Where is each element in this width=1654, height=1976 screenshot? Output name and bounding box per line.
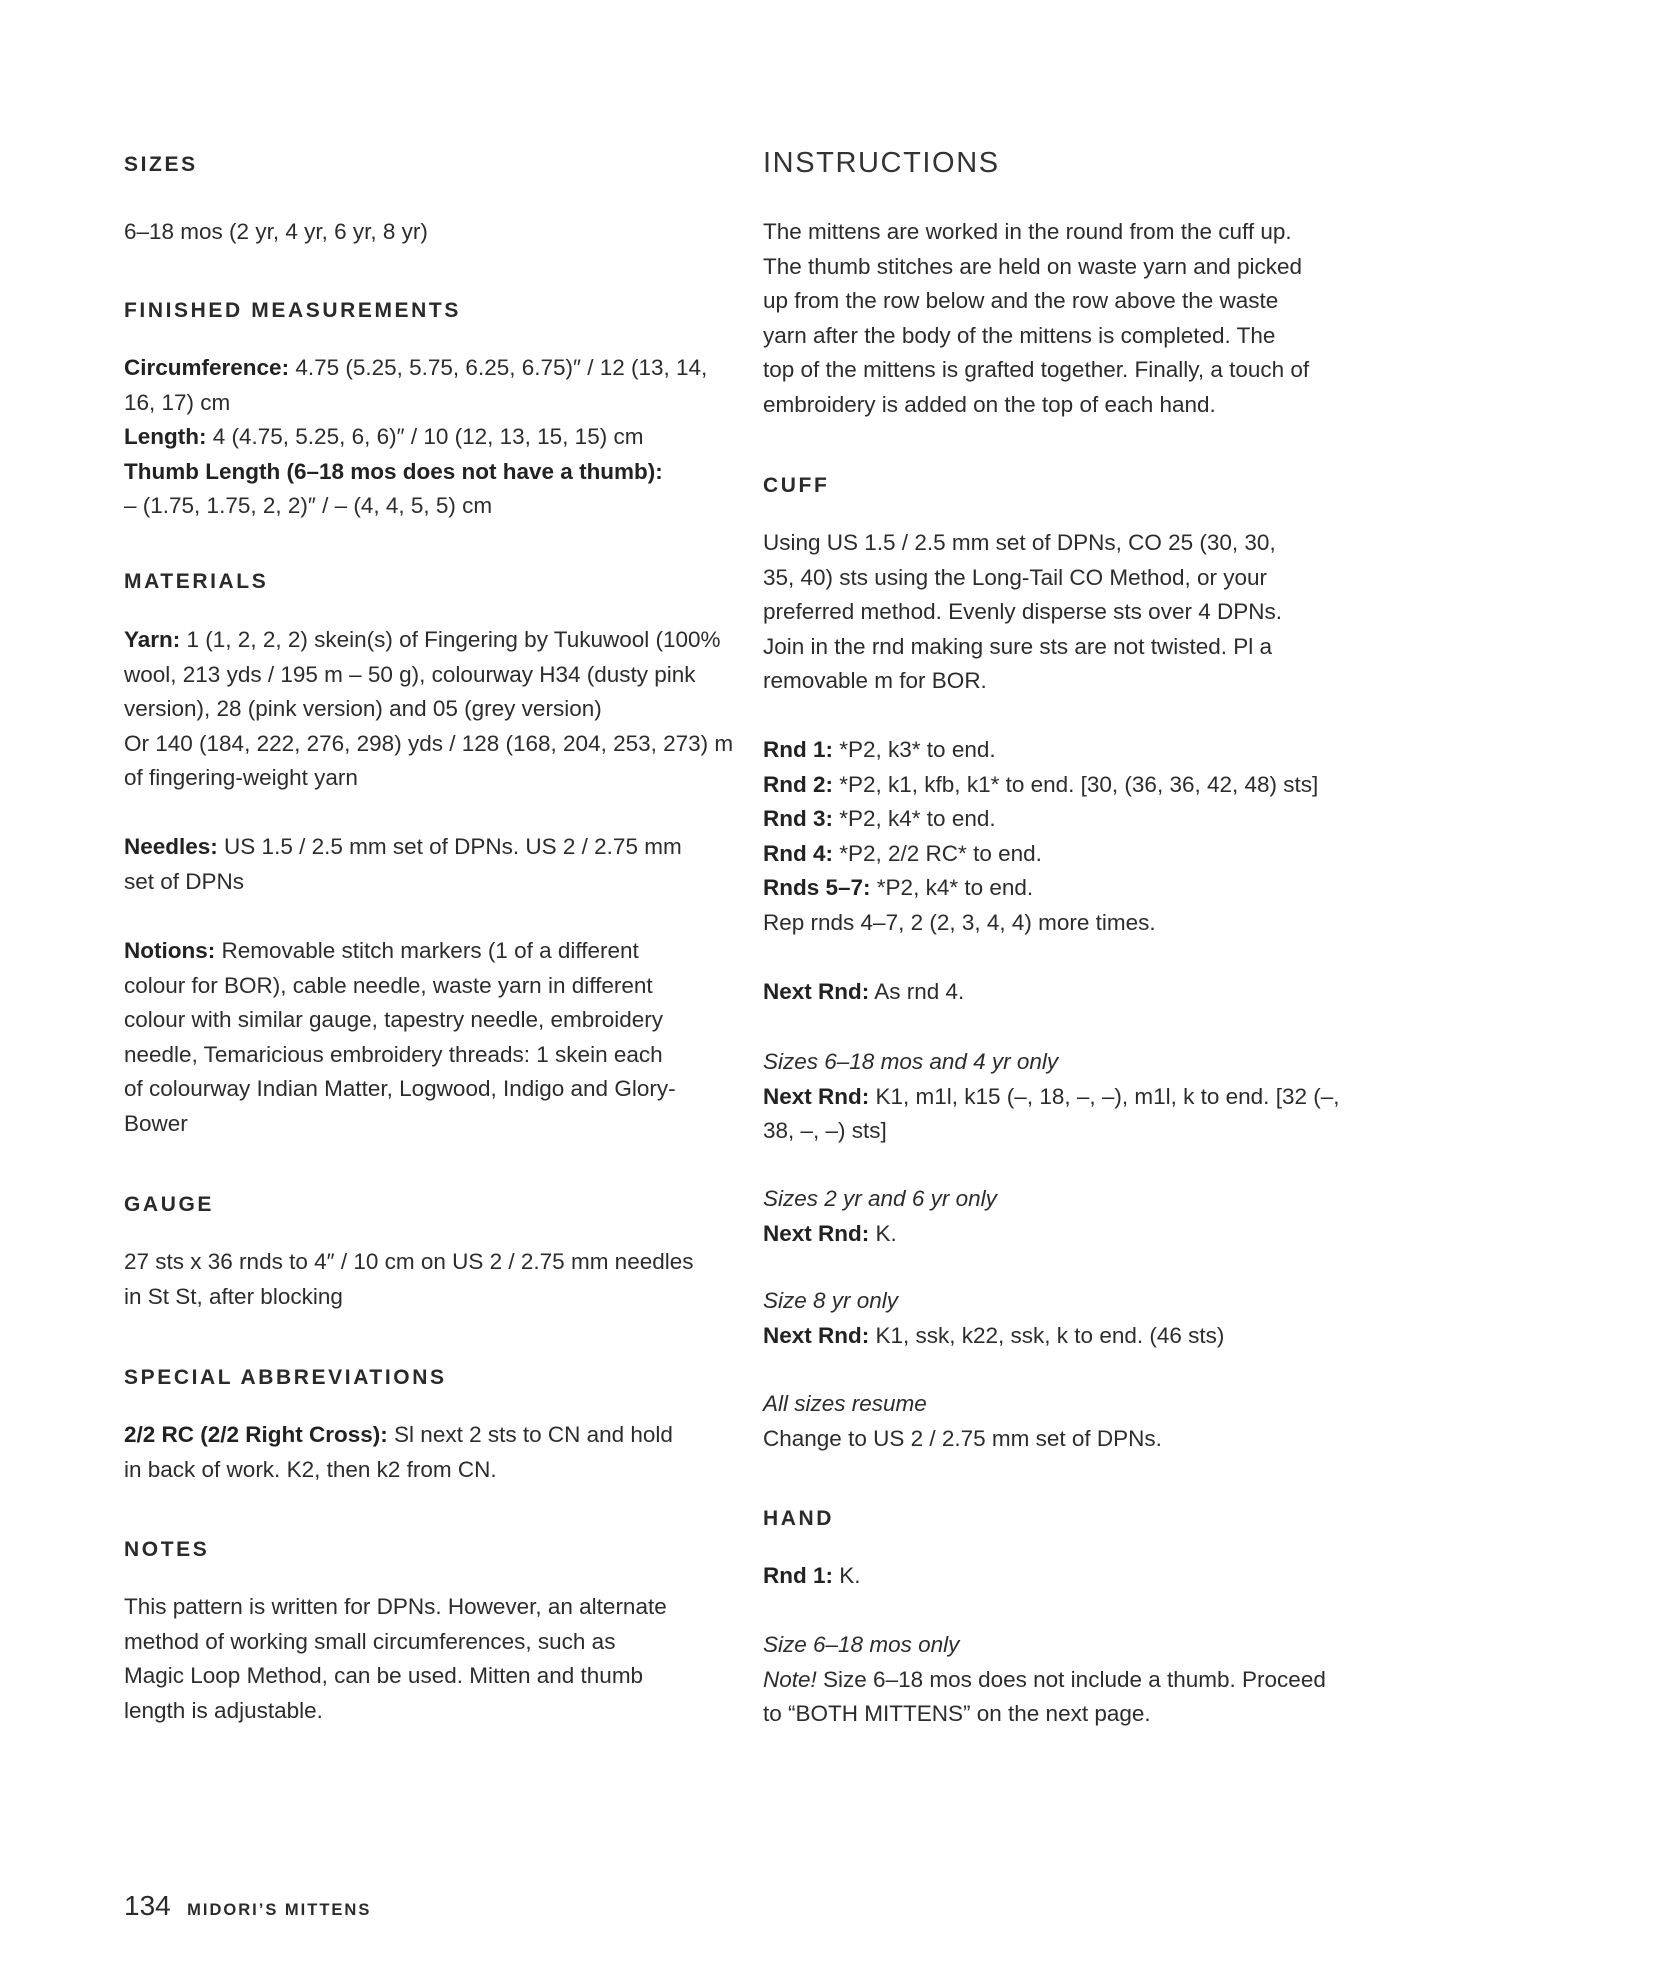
next-rnd: [763, 975, 964, 1010]
materials-needles: [124, 830, 682, 899]
abbreviation-line: in back of work. K2, then k2 from CN.: [124, 1456, 497, 1482]
finished-measurements-heading: FINISHED MEASUREMENTS: [124, 299, 461, 322]
rnd-label: Rnd 1:: [763, 1563, 833, 1588]
notions-line: colour with similar gauge, tapestry needle, embroidery: [124, 1007, 664, 1032]
rnd-label: Rnds 5–7:: [763, 875, 871, 900]
notes-line: This pattern is written for DPNs. However, an alternate: [124, 1594, 667, 1619]
sizes-c-block: [763, 1284, 1224, 1353]
next-rnd-label: Next Rnd:: [763, 979, 870, 1004]
gauge-line: in St St, after blocking: [124, 1283, 343, 1309]
next-rnd-label: Next Rnd:: [763, 1083, 870, 1109]
sizes-heading: SIZES: [124, 153, 198, 176]
hand-heading: HAND: [763, 1507, 835, 1530]
yarn-line: Or 140 (184, 222, 276, 298) yds / 128 (168, 204, 253, 273) m: [124, 730, 734, 756]
repeat-text: Rep rnds 4–7, 2 (2, 3, 4, 4) more times.: [763, 909, 1156, 935]
abbreviation-line: Sl next 2 sts to CN and hold: [387, 1422, 673, 1447]
intro-line: up from the row below and the row above the waste: [763, 288, 1279, 313]
needles-line: set of DPNs: [124, 868, 245, 894]
thumb-length-value: – (1.75, 1.75, 2, 2)″ / – (4, 4, 5, 5) cm: [124, 493, 493, 518]
cuff-text: [763, 526, 1282, 699]
instructions-intro: [763, 215, 1309, 422]
intro-line: embroidery is added on the top of each hand.: [763, 391, 1216, 417]
all-sizes-block: [763, 1387, 1162, 1456]
cuff-line: 35, 40) sts using the Long-Tail CO Method, or your: [763, 564, 1268, 590]
next-rnd-text: K.: [869, 1220, 897, 1246]
gauge-text: [124, 1245, 694, 1314]
notions-line: Bower: [124, 1110, 188, 1136]
circumference-value-cont: 16, 17) cm: [124, 389, 231, 415]
sizes-b-block: [763, 1182, 997, 1251]
size-only-heading: Size 6–18 mos only: [763, 1632, 960, 1657]
notions-line: Removable stitch markers (1 of a different: [215, 938, 639, 963]
materials-yarn: [124, 623, 733, 796]
yarn-line: 1 (1, 2, 2, 2) skein(s) of Fingering by Tukuwool (100%: [180, 627, 721, 652]
finished-measurements-text: [124, 351, 707, 524]
notes-line: length is adjustable.: [124, 1697, 323, 1723]
next-rnd-label: Next Rnd:: [763, 1220, 870, 1246]
notes-heading: NOTES: [124, 1538, 210, 1561]
hand-size-block: [763, 1628, 1326, 1732]
cuff-line: Using US 1.5 / 2.5 mm set of DPNs, CO 25 (30, 30,: [763, 530, 1276, 555]
needles-line: US 1.5 / 2.5 mm set of DPNs. US 2 / 2.75 mm: [217, 834, 682, 859]
next-rnd-text: 38, –, –) sts]: [763, 1118, 887, 1143]
intro-line: The mittens are worked in the round from the cuff up.: [763, 219, 1292, 244]
change-needles-text: Change to US 2 / 2.75 mm set of DPNs.: [763, 1425, 1162, 1451]
notions-line: of colourway Indian Matter, Logwood, Indigo and Glory-: [124, 1076, 676, 1101]
yarn-line: of fingering-weight yarn: [124, 765, 358, 790]
sizes-a-block: [763, 1045, 1339, 1149]
thumb-length-label: Thumb Length (6–18 mos does not have a thumb):: [124, 458, 663, 484]
yarn-line: wool, 213 yds / 195 m – 50 g), colourway H34 (dusty pink: [124, 661, 696, 687]
yarn-line: version), 28 (pink version) and 05 (grey version): [124, 696, 602, 721]
notions-line: colour for BOR), cable needle, waste yarn in different: [124, 972, 653, 998]
notions-line: needle, Temaricious embroidery threads: 1 skein each: [124, 1041, 663, 1067]
cuff-heading: CUFF: [763, 474, 830, 497]
abbreviation-label: 2/2 RC (2/2 Right Cross):: [124, 1422, 388, 1447]
rnd-label: Rnd 1:: [763, 737, 833, 762]
notions-label: Notions:: [124, 938, 216, 963]
footer-title: MIDORI’S MITTENS: [187, 1901, 372, 1919]
next-rnd-text: K1, ssk, k22, ssk, k to end. (46 sts): [869, 1322, 1225, 1348]
gauge-heading: GAUGE: [124, 1193, 215, 1216]
next-rnd-text: As rnd 4.: [869, 979, 965, 1004]
needles-label: Needles:: [124, 834, 218, 859]
rnd-text: *P2, k1, kfb, k1* to end. [30, (36, 36, 42, 48) sts]: [833, 771, 1319, 797]
rnd-label: Rnd 2:: [763, 771, 833, 797]
cuff-line: removable m for BOR.: [763, 668, 987, 693]
rnd-text: *P2, k4* to end.: [833, 806, 996, 831]
materials-notions: [124, 934, 676, 1141]
intro-line: top of the mittens is grafted together. Finally, a touch of: [763, 357, 1310, 382]
materials-heading: MATERIALS: [124, 570, 269, 593]
next-rnd-text: K1, m1l, k15 (–, 18, –, –), m1l, k to end. [32 (–,: [869, 1083, 1340, 1109]
gauge-line: 27 sts x 36 rnds to 4″ / 10 cm on US 2 / 2.75 mm needles: [124, 1249, 694, 1274]
circumference-value: 4.75 (5.25, 5.75, 6.25, 6.75)″ / 12 (13, 14,: [289, 355, 708, 380]
instructions-title: INSTRUCTIONS: [763, 147, 1000, 179]
page-footer: [124, 1890, 371, 1922]
all-sizes-heading: All sizes resume: [763, 1391, 927, 1416]
cuff-line: preferred method. Evenly disperse sts over 4 DPNs.: [763, 599, 1282, 624]
notes-line: Magic Loop Method, can be used. Mitten and thumb: [124, 1663, 644, 1688]
note-text: Size 6–18 mos does not include a thumb. Proceed: [816, 1666, 1326, 1692]
sizes-a-heading: Sizes 6–18 mos and 4 yr only: [763, 1049, 1059, 1074]
yarn-label: Yarn:: [124, 627, 181, 652]
rnd-label: Rnd 4:: [763, 840, 833, 866]
special-abbreviations-heading: SPECIAL ABBREVIATIONS: [124, 1366, 447, 1389]
length-value: 4 (4.75, 5.25, 6, 6)″ / 10 (12, 13, 15, 15) cm: [206, 424, 644, 449]
notes-line: method of working small circumferences, such as: [124, 1628, 616, 1654]
cuff-line: Join in the rnd making sure sts are not twisted. Pl a: [763, 633, 1272, 659]
notes-text: [124, 1590, 667, 1728]
rnd-text: *P2, k3* to end.: [833, 737, 996, 762]
page-number: 134: [124, 1890, 171, 1921]
rnd-text: K.: [833, 1563, 861, 1588]
note-text: to “BOTH MITTENS” on the next page.: [763, 1701, 1151, 1726]
sizes-b-heading: Sizes 2 yr and 6 yr only: [763, 1186, 997, 1211]
circumference-label: Circumference:: [124, 355, 290, 380]
cuff-rounds: [763, 733, 1318, 940]
length-label: Length:: [124, 424, 207, 449]
intro-line: The thumb stitches are held on waste yarn and picked: [763, 253, 1303, 279]
sizes-text: 6–18 mos (2 yr, 4 yr, 6 yr, 8 yr): [124, 219, 428, 244]
next-rnd-label: Next Rnd:: [763, 1322, 870, 1348]
note-label: Note!: [763, 1666, 817, 1692]
hand-rnd1: [763, 1559, 861, 1594]
intro-line: yarn after the body of the mittens is completed. The: [763, 322, 1276, 348]
sizes-c-heading: Size 8 yr only: [763, 1288, 899, 1313]
rnd-text: *P2, k4* to end.: [870, 875, 1034, 900]
rnd-text: *P2, 2/2 RC* to end.: [833, 840, 1042, 866]
rnd-label: Rnd 3:: [763, 806, 833, 831]
special-abbreviations-text: [124, 1418, 673, 1487]
